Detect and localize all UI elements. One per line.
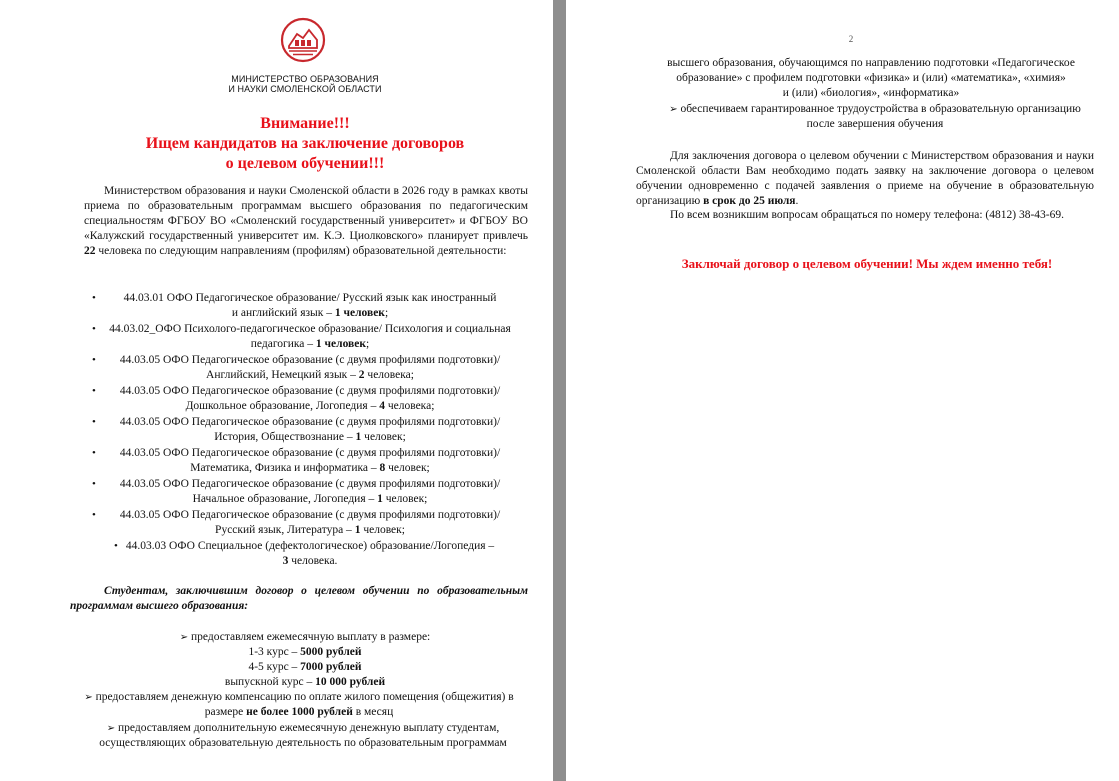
arrow-icon: ➢ [179,632,189,643]
arrow-icon: ➢ [106,723,116,734]
list-item-direction [90,508,530,538]
page-number: 2 [848,34,854,44]
list-item-direction [90,353,530,383]
direction-line-2: Русский язык, Литература – [215,524,355,536]
benefit-additional-line-1: предоставляем дополнительную ежемесячную денежную выплату студентам, [118,722,500,734]
intro-count: 22 [84,245,96,257]
direction-count: 8 [379,462,386,474]
direction-count: 1 [355,431,362,443]
direction-tail: человека; [364,369,414,381]
students-line-2: программам высшего образования: [70,600,249,612]
bullet-icon: • [92,323,96,335]
students-line-1: Студентам, заключившим договор о целевом обучении по образовательным [104,585,528,597]
slogan: Заключай договор о целевом обучении! Мы ждем именно тебя! [681,256,1053,271]
direction-line-1: 44.03.01 ОФО Педагогическое образование/ Русский язык как иностранный [123,292,497,304]
course-1-amount: 5000 рублей [300,646,362,658]
direction-count: 1 [354,524,361,536]
direction-line-1: 44.03.05 ОФО Педагогическое образование (с двумя профилями подготовки)/ [119,416,501,428]
direction-tail: человек; [360,524,405,536]
benefit-additional-line-2: осуществляющих образовательную деятельность по образовательным программам [99,737,507,749]
list-item-direction [90,384,530,414]
heading-line-2: Ищем кандидатов на заключение договоров [145,135,465,152]
direction-line-2: Математика, Физика и информатика – [190,462,380,474]
intro-paragraph [84,184,528,259]
bullet-icon: • [92,292,96,304]
continuation-paragraph [646,56,1096,101]
ministry-name [180,74,430,94]
direction-tail: человек; [385,462,430,474]
application-deadline: в срок до 25 июля [703,195,796,207]
continuation-line-1: высшего образования, обучающимся по направлению подготовки «Педагогическое [667,57,1075,69]
bullet-icon: • [92,509,96,521]
employment-line-1: обеспечиваем гарантированное трудоустройства в образовательную организацию [680,103,1081,115]
application-paragraph: Для заключения договора о целевом обучении с Министерством образования и науки Смоленской области Вам необходимо подать заявку на заключение договора о целевом обучении одновременно с подачей заявления о приеме на обучение в образовательную организацию в срок до 25 июля. [636,150,1094,207]
list-item-direction [90,539,530,569]
contact-paragraph: По всем возникшим вопросам обращаться по номеру телефона: (4812) 38-43-69. [670,209,1064,221]
list-item-direction [90,477,530,507]
benefit-employment [650,102,1100,132]
bullet-icon: • [92,354,96,366]
list-item-direction [90,446,530,476]
arrow-icon: ➢ [84,692,93,703]
course-2-amount: 7000 рублей [300,661,362,673]
direction-tail: человек; [361,431,406,443]
direction-tail: ; [384,307,389,319]
direction-line-2: История, Обществознание – [214,431,356,443]
direction-count: 1 человек [334,307,385,319]
direction-line-2: педагогика – [250,338,316,350]
heading [80,114,530,174]
direction-count: 2 [358,369,365,381]
bullet-icon: • [92,416,96,428]
direction-tail: человека; [384,400,435,412]
direction-count: 1 [377,493,383,505]
direction-line-2: Дошкольное образование, Логопедия – [185,400,380,412]
direction-tail: человек; [382,493,428,505]
benefit-housing-line-1: предоставляем денежную компенсацию по оплате жилого помещения (общежития) в [95,691,514,703]
intro-text: Министерством образования и науки Смоленской области в 2026 году в рамках квоты приема по образовательным программам высшего образования по педагогическим специальностям ФГБОУ ВО «Смоленский государственный университет» и ФГБОУ ВО «Калужский государственный университет им. К.Э. Циолковского» планирует привлечь [84,185,528,242]
course-1-row: 1-3 курс – 5000 рублей [248,646,362,658]
direction-line-1: 44.03.05 ОФО Педагогическое образование (с двумя профилями подготовки)/ [119,509,501,521]
list-item-direction [90,322,530,352]
direction-line-1: 44.03.03 ОФО Специальное (дефектологическое) образование/Логопедия – [125,540,495,552]
bullet-icon: • [92,447,96,459]
students-heading [70,584,528,614]
continuation-line-3: и (или) «биология», «информатика» [782,87,960,99]
direction-count: 3 [282,555,289,567]
intro-text-end: человека по следующим направлениям (профилям) образовательной деятельности: [95,245,507,257]
course-3-row: выпускной курс – 10 000 рублей [224,676,386,688]
direction-line-2: Английский, Немецкий язык – [206,369,359,381]
document-page-1 [0,0,553,781]
direction-line-1: 44.03.05 ОФО Педагогическое образование (с двумя профилями подготовки)/ [119,385,501,397]
benefit-housing-amount: не более 1000 рублей [246,706,353,718]
benefit-monthly [80,630,530,690]
direction-tail: человека. [288,555,338,567]
list-item-direction [90,415,530,445]
direction-line-1: 44.03.05 ОФО Педагогическое образование (с двумя профилями подготовки)/ [119,354,501,366]
direction-line-2: Начальное образование, Логопедия – [192,493,378,505]
direction-line-1: 44.03.05 ОФО Педагогическое образование (с двумя профилями подготовки)/ [119,478,501,490]
document-page-2 [566,0,1119,781]
direction-line-1: 44.03.02_ОФО Психолого-педагогическое образование/ Психология и социальная [109,323,511,335]
bullet-icon: • [114,540,118,552]
direction-count: 4 [379,400,385,412]
arrow-icon: ➢ [669,104,678,115]
ministry-line-2: И НАУКИ СМОЛЕНСКОЙ ОБЛАСТИ [228,84,382,94]
list-item-direction [90,291,530,321]
bullet-icon: • [92,478,96,490]
benefit-monthly-title: предоставляем ежемесячную выплату в размере: [191,631,431,643]
benefit-housing: ➢ предоставляем денежную компенсацию по оплате жилого помещения (общежития) в размере не более 1000 рублей в месяц [84,691,514,718]
heading-line-3: о целевом обучении!!! [225,155,385,172]
ministry-logo [279,16,327,64]
application-text: Для заключения договора о целевом обучении с Министерством образования и науки Смоленской области Вам необходимо подать заявку на заключение договора о целевом обучении одновременно с подачей заявления о приеме на обучение в образовательную организацию [636,150,1094,207]
employment-line-2: после завершения обучения [806,118,944,130]
bullet-icon: • [92,385,96,397]
benefit-additional [70,721,536,751]
direction-line-2: и английский язык – [231,307,335,319]
continuation-line-2: образование» с профилем подготовки «физика» и (или) «математика», «химия» [676,72,1066,84]
direction-tail: ; [366,338,370,350]
course-2-row: 4-5 курс – 7000 рублей [248,661,362,673]
heading-line-1: Внимание!!! [260,115,350,132]
ministry-line-1: МИНИСТЕРСТВО ОБРАЗОВАНИЯ [231,74,379,84]
direction-line-1: 44.03.05 ОФО Педагогическое образование (с двумя профилями подготовки)/ [119,447,501,459]
course-3-amount: 10 000 рублей [315,676,386,688]
direction-count: 1 человек [315,338,366,350]
